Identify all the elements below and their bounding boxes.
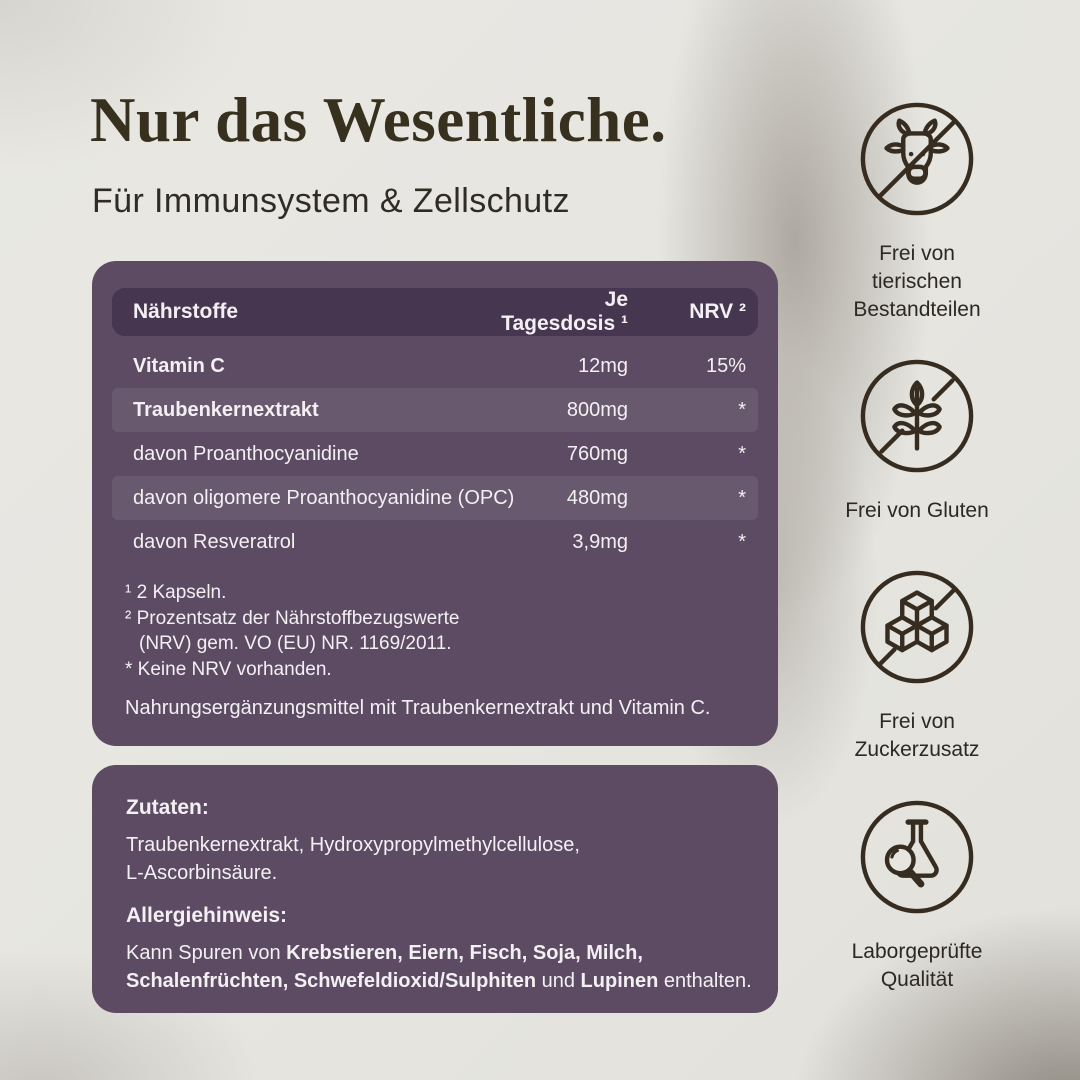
nutrient-name: Vitamin C — [133, 354, 225, 377]
table-header-row — [112, 288, 758, 336]
nutrient-name: Traubenkernextrakt — [133, 398, 319, 421]
page-subtitle: Für Immunsystem & Zellschutz — [92, 182, 570, 220]
table-row — [112, 388, 758, 432]
no-animal-icon — [858, 100, 976, 218]
table-row — [112, 344, 758, 388]
nutrient-name: davon oligomere Proanthocyanidine (OPC) — [133, 486, 515, 509]
badge-animal-free — [817, 100, 1017, 324]
nutrient-nrv: * — [738, 530, 746, 553]
table-row — [112, 476, 758, 520]
badge-label: Frei von tierischen Bestandteilen — [853, 242, 981, 321]
nutrient-dose: 12mg — [577, 354, 628, 377]
ingredients-panel — [92, 765, 778, 1013]
ingredients-line: L-Ascorbinsäure. — [126, 862, 278, 884]
badge-lab-quality — [817, 798, 1017, 994]
badge-gluten-free — [817, 357, 1017, 525]
footnote-line: * Keine NRV vorhanden. — [125, 658, 332, 680]
nutrient-dose: 3,9mg — [572, 530, 628, 553]
footnote-line: ¹ 2 Kapseln. — [125, 582, 227, 603]
nutrition-panel — [92, 261, 778, 746]
nutrient-nrv: * — [738, 486, 746, 509]
badge-sugar-free — [817, 568, 1017, 764]
nutrient-dose: 760mg — [566, 442, 628, 465]
footnote-line: ² Prozentsatz der Nährstoffbezugswerte — [125, 607, 460, 629]
table-row — [112, 432, 758, 476]
no-gluten-icon — [858, 357, 976, 475]
badge-label: Frei von Zuckerzusatz — [854, 710, 980, 761]
ingredients-heading: Zutaten: — [126, 796, 209, 819]
page-title: Nur das Wesentliche. — [90, 85, 667, 155]
allergy-line: Kann Spuren von Krebstieren, Eiern, Fisch, Soja, Milch, — [126, 942, 643, 964]
badge-label: Frei von Gluten — [845, 499, 989, 522]
no-sugar-icon — [858, 568, 976, 686]
nutrient-name: davon Resveratrol — [133, 530, 296, 553]
footnote-line: (NRV) gem. VO (EU) NR. 1169/2011. — [139, 633, 452, 654]
allergy-heading: Allergiehinweis: — [126, 904, 288, 927]
col-header-nrv: NRV ² — [689, 300, 746, 323]
nutrient-dose: 800mg — [566, 398, 628, 421]
badge-label: Laborgeprüfte Qualität — [851, 940, 983, 991]
col-header-dose: Je Tagesdosis ¹ — [501, 288, 628, 335]
allergy-line: Schalenfrüchten, Schwefeldioxid/Sulphiten und Lupinen enthalten. — [126, 970, 752, 992]
nutrient-nrv: * — [738, 442, 746, 465]
table-row — [112, 520, 758, 564]
nutrient-dose: 480mg — [566, 486, 628, 509]
supplement-note: Nahrungsergänzungsmittel mit Traubenkernextrakt und Vitamin C. — [125, 697, 711, 719]
nutrient-name: davon Proanthocyanidine — [133, 442, 359, 465]
ingredients-text — [126, 831, 754, 887]
lab-tested-icon — [858, 798, 976, 916]
col-header-nutrients: Nährstoffe — [133, 300, 239, 323]
table-footnotes — [125, 580, 758, 682]
ingredients-line: Traubenkernextrakt, Hydroxypropylmethylcellulose, — [126, 834, 580, 856]
allergy-text — [126, 939, 754, 995]
nutrient-nrv: 15% — [705, 354, 746, 377]
nutrient-nrv: * — [738, 398, 746, 421]
